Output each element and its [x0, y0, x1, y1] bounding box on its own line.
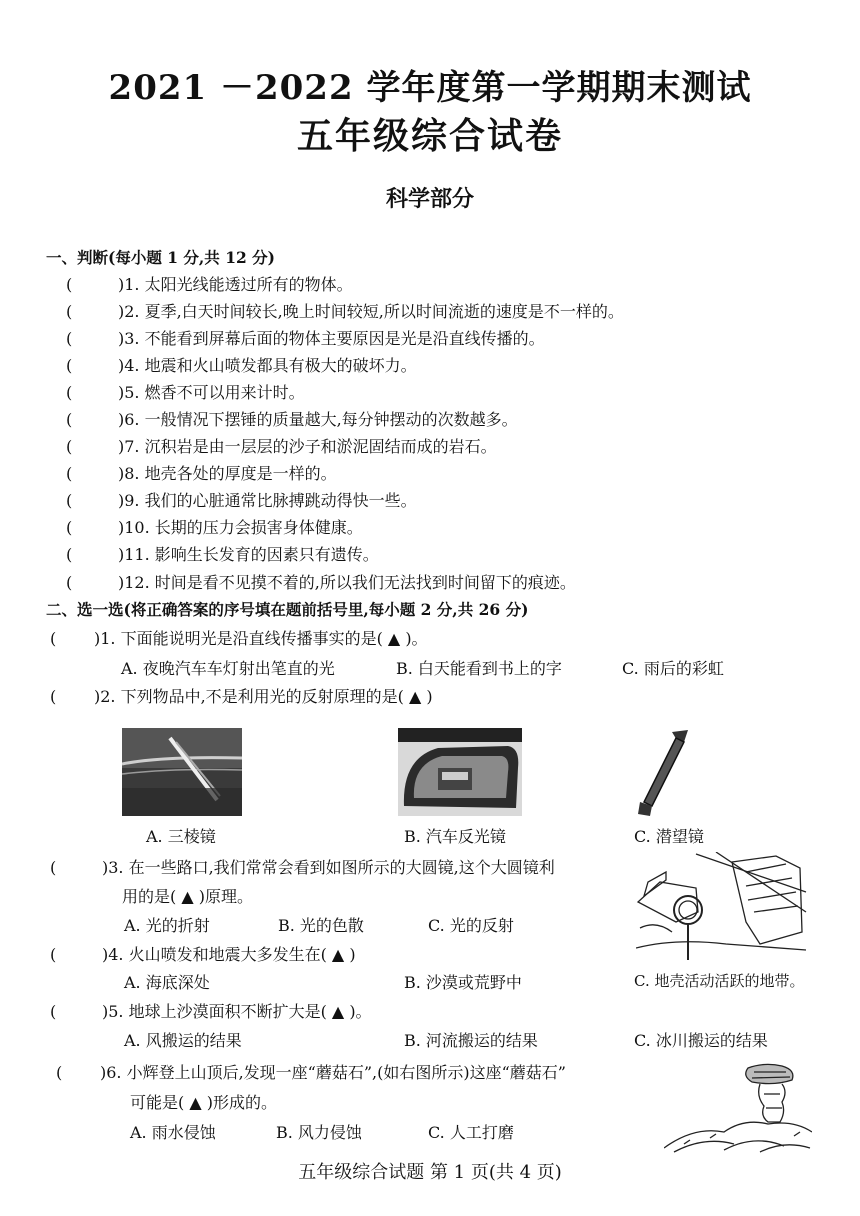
- choice-q2-option-a: A. 三棱镜: [146, 827, 216, 846]
- prism-image: [122, 728, 242, 816]
- section2-heading: 二、选一选(将正确答案的序号填在题前括号里,每小题 2 分,共 26 分): [46, 600, 529, 619]
- title-line1: 2021 －2022 学年度第一学期期末测试: [108, 68, 752, 108]
- choice-q2-stem: ( )2. 下列物品中,不是利用光的反射原理的是( ▲ ): [50, 687, 433, 706]
- choice-q5-option-b: B. 河流搬运的结果: [404, 1031, 538, 1050]
- judge-item-6: ( )6. 一般情况下摆锤的质量越大,每分钟摆动的次数越多。: [66, 410, 518, 429]
- title-line2: 五年级综合试卷: [296, 115, 563, 157]
- choice-q2-option-b: B. 汽车反光镜: [404, 827, 506, 846]
- choice-q6-option-c: C. 人工打磨: [428, 1123, 514, 1142]
- choice-q4-option-c: C. 地壳活动活跃的地带。: [634, 972, 805, 990]
- judge-item-8: ( )8. 地壳各处的厚度是一样的。: [66, 464, 337, 483]
- choice-q6-stem-cont: 可能是( ▲ )形成的。: [130, 1093, 277, 1112]
- choice-q6-stem: ( )6. 小辉登上山顶后,发现一座“蘑菇石”,(如右图所示)这座“蘑菇石”: [56, 1063, 566, 1082]
- choice-q3-option-a: A. 光的折射: [124, 916, 210, 935]
- choice-q4-stem: ( )4. 火山喷发和地震大多发生在( ▲ ): [50, 945, 356, 964]
- judge-item-11: ( )11. 影响生长发育的因素只有遗传。: [66, 545, 379, 564]
- car-mirror-image: [398, 728, 522, 816]
- road-mirror-image: [636, 852, 808, 962]
- page-footer: 五年级综合试题 第 1 页(共 4 页): [298, 1162, 562, 1183]
- judge-item-4: ( )4. 地震和火山喷发都具有极大的破坏力。: [66, 356, 417, 375]
- choice-q2-option-c: C. 潜望镜: [634, 827, 704, 846]
- choice-q3-option-c: C. 光的反射: [428, 916, 514, 935]
- choice-q6-option-b: B. 风力侵蚀: [276, 1123, 362, 1142]
- choice-q1-option-b: B. 白天能看到书上的字: [396, 659, 562, 678]
- periscope-image: [636, 728, 692, 818]
- choice-q3-stem-cont: 用的是( ▲ )原理。: [122, 887, 253, 906]
- judge-item-10: ( )10. 长期的压力会损害身体健康。: [66, 518, 363, 537]
- choice-q3-stem: ( )3. 在一些路口,我们常常会看到如图所示的大圆镜,这个大圆镜利: [50, 858, 555, 877]
- choice-q5-stem: ( )5. 地球上沙漠面积不断扩大是( ▲ )。: [50, 1002, 372, 1021]
- choice-q5-option-a: A. 风搬运的结果: [124, 1031, 242, 1050]
- choice-q4-option-b: B. 沙漠或荒野中: [404, 973, 522, 992]
- choice-q6-option-a: A. 雨水侵蚀: [130, 1123, 216, 1142]
- judge-item-9: ( )9. 我们的心脏通常比脉搏跳动得快一些。: [66, 491, 417, 510]
- judge-item-1: ( )1. 太阳光线能透过所有的物体。: [66, 275, 353, 294]
- choice-q1-option-c: C. 雨后的彩虹: [622, 659, 724, 678]
- judge-item-5: ( )5. 燃香不可以用来计时。: [66, 383, 305, 402]
- section1-heading: 一、判断(每小题 1 分,共 12 分): [46, 248, 276, 267]
- choice-q1-option-a: A. 夜晚汽车车灯射出笔直的光: [121, 659, 335, 678]
- choice-q3-option-b: B. 光的色散: [278, 916, 364, 935]
- judge-item-3: ( )3. 不能看到屏幕后面的物体主要原因是光是沿直线传播的。: [66, 329, 545, 348]
- judge-item-12: ( )12. 时间是看不见摸不着的,所以我们无法找到时间留下的痕迹。: [66, 573, 576, 592]
- section-subtitle: 科学部分: [385, 186, 474, 212]
- judge-item-7: ( )7. 沉积岩是由一层层的沙子和淤泥固结而成的岩石。: [66, 437, 497, 456]
- judge-item-2: ( )2. 夏季,白天时间较长,晚上时间较短,所以时间流逝的速度是不一样的。: [66, 302, 624, 321]
- choice-q4-option-a: A. 海底深处: [124, 973, 210, 992]
- mushroom-rock-image: [664, 1062, 812, 1154]
- choice-q1-stem: ( )1. 下面能说明光是沿直线传播事实的是( ▲ )。: [50, 629, 428, 648]
- choice-q5-option-c: C. 冰川搬运的结果: [634, 1031, 768, 1050]
